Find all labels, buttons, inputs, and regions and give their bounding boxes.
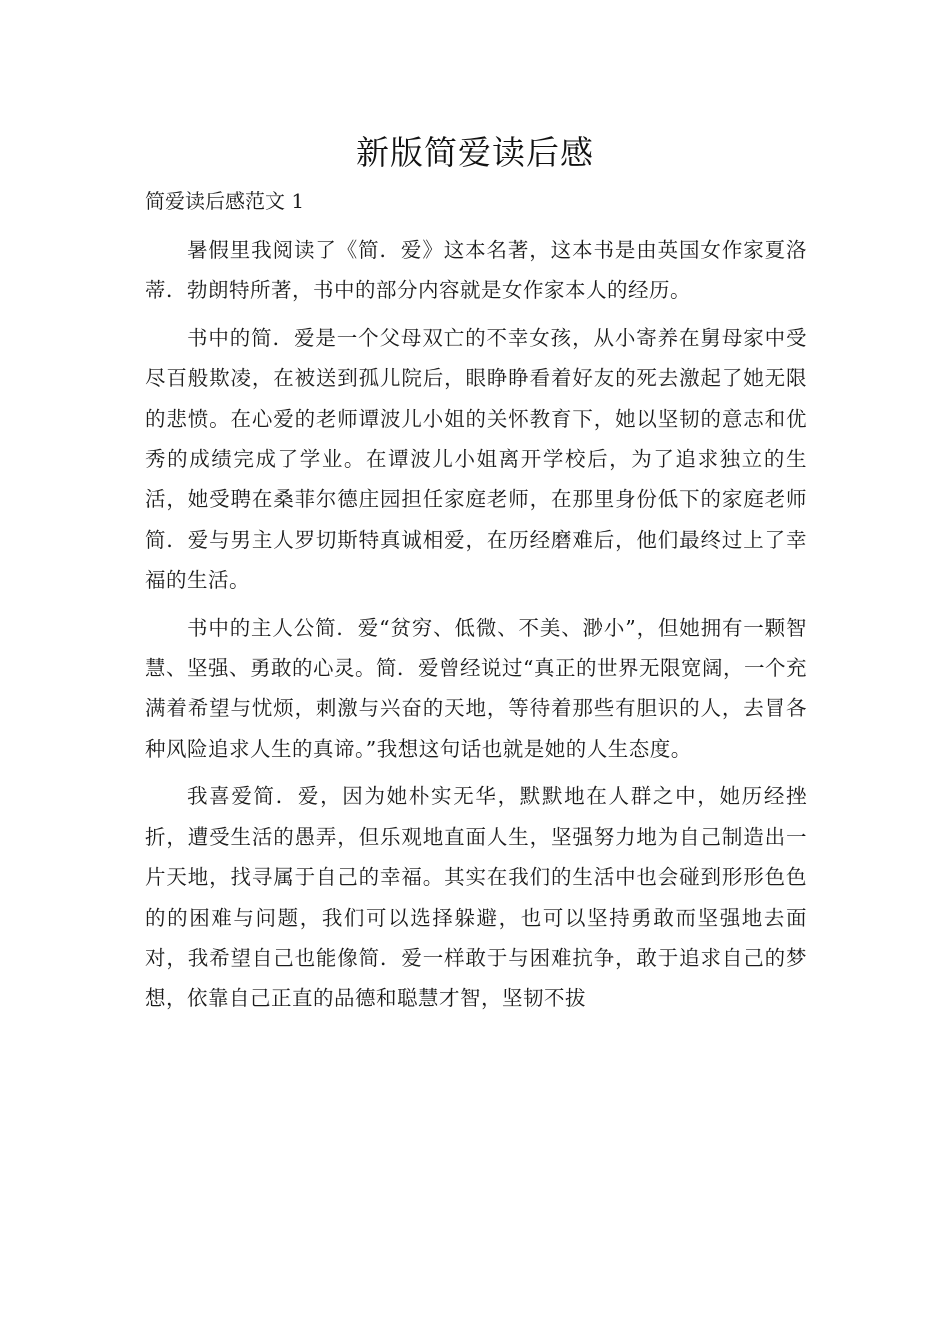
section-heading: 简爱读后感范文 1 — [145, 189, 305, 213]
body-text — [145, 230, 807, 1026]
paragraph-1: 暑假里我阅读了《简．爱》这本名著，这本书是由英国女作家夏洛蒂．勃朗特所著，书中的部分内容就是女作家本人的经历。 — [145, 238, 807, 303]
page-title: 新版简爱读后感 — [356, 133, 594, 172]
paragraph-3: 书中的主人公简．爱“贫穷、低微、不美、渺小”，但她拥有一颗智慧、坚强、勇敢的心灵。简．爱曾经说过“真正的世界无限宽阔，一个充满着希望与忧烦，刺激与兴奋的天地，等待着那些有胆识的人，去冒各种风险追求人生的真谛。”我想这句话也就是她的人生态度。 — [145, 615, 807, 761]
paragraph-4: 我喜爱简．爱，因为她朴实无华，默默地在人群之中，她历经挫折，遭受生活的愚弄，但乐观地直面人生，坚强努力地为自己制造出一片天地，找寻属于自己的幸福。其实在我们的生活中也会碰到形形色色的的困难与问题，我们可以选择躲避，也可以坚持勇敢而坚强地去面对，我希望自己也能像简．爱一样敢于与困难抗争，敢于追求自己的梦想，依靠自己正直的品德和聪慧才智，坚韧不拔 — [145, 784, 807, 1011]
paragraph-2: 书中的简．爱是一个父母双亡的不幸女孩，从小寄养在舅母家中受尽百般欺凌，在被送到孤儿院后，眼睁睁看着好友的死去激起了她无限的悲愤。在心爱的老师谭波儿小姐的关怀教育下，她以坚韧的意志和优秀的成绩完成了学业。在谭波儿小姐离开学校后，为了追求独立的生活，她受聘在桑菲尔德庄园担任家庭老师，在那里身份低下的家庭老师简．爱与男主人罗切斯特真诚相爱，在历经磨难后，他们最终过上了幸福的生活。 — [145, 325, 807, 593]
